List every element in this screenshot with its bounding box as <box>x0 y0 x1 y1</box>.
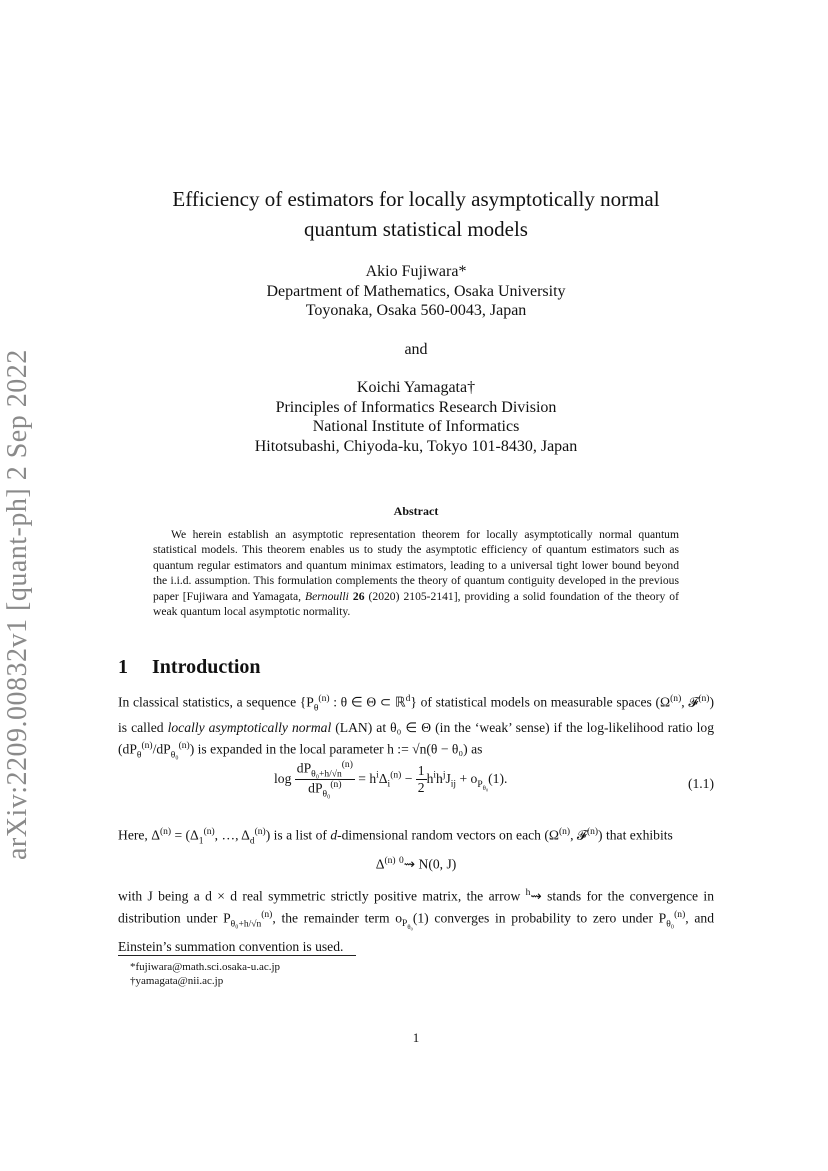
text-span: ) is expanded in the local parameter h := √n(θ − θ₀) as <box>189 741 483 757</box>
author-name: Akio Fujiwara* <box>365 263 467 280</box>
emphasis-term: locally asymptotically normal <box>167 720 332 736</box>
paragraph-1: In classical statistics, a sequence {$P_\theta^{(n)}$ : θ ∈ Θ ⊂ ℝ$^d$} of statistical models on measurable spaces ($\Omega^{(n)}$, 𝓕$^{(n)}$) is called locally asymptotically normal (LAN) at θ₀ ∈ Θ (in the ‘weak’ sense) if the log-likelihood ratio $\log (dP_\theta^{(n)}/dP_{\theta_0}^{(n)})$ is expanded in the local parameter h := √n(θ − θ₀) as <box>118 694 715 761</box>
text-span: with J being a d × d real symmetric strictly positive matrix, the arrow <box>118 888 521 904</box>
author-block-1 <box>118 262 714 321</box>
section-number: 1 <box>118 656 128 678</box>
text-span: -dimensional random vectors on each (Ω <box>337 827 559 843</box>
author-separator: and <box>404 341 428 358</box>
text-span: } of statistical models on measurable spaces (Ω <box>410 694 671 710</box>
text-span: Here, Δ <box>118 827 160 843</box>
equation-1-1 <box>118 760 714 810</box>
title-line-2: quantum statistical models <box>304 217 528 241</box>
text-span: , and Einstein’s summation convention is used. <box>118 910 714 954</box>
author-name: Koichi Yamagata† <box>356 379 476 396</box>
equation-body: log $\frac{dP_{\theta_0+h/√n}^{(n)}}{dP_{\theta_0}^{(n)}}$ = $h^i\Delta_i^{(n)}$ − $\frac{1}{2}$ $h^ih^jJ_{ij} + o_{P_{\theta_0}}(1)$. <box>274 760 508 800</box>
half-fraction: $\frac{1}{2}$ <box>417 763 425 796</box>
abstract-heading: Abstract <box>393 504 439 518</box>
author-institute: National Institute of Informatics <box>312 418 520 435</box>
text-span: ) is called <box>118 694 714 736</box>
text-span: ) that exhibits <box>598 827 673 843</box>
author-address: Toyonaka, Osaka 560-0043, Japan <box>305 302 527 319</box>
abstract-part: (2020) 2105-2141], providing a solid foundation of the theory of weak quantum local asymptotic normality. <box>153 589 679 619</box>
text-span: , the remainder term o <box>272 910 403 926</box>
text-span: (LAN) at θ₀ ∈ Θ (in the ‘weak’ sense) if the log-likelihood ratio log (dP <box>118 720 715 757</box>
footnote-email-2: †yamagata@nii.ac.jp <box>130 975 224 987</box>
text-span: ) is a list of <box>265 827 327 843</box>
journal-name: Bernoulli <box>305 589 349 603</box>
footnote-rule <box>118 955 356 956</box>
footnote-email-1: *fujiwara@math.sci.osaka-u.ac.jp <box>130 961 281 973</box>
author-affiliation: Department of Mathematics, Osaka University <box>266 282 566 300</box>
paragraph-3: with J being a d × d real symmetric strictly positive matrix, the arrow $^h$⇝ stands for the convergence in distribution under $P_{\theta_0+h/√n}^{(n)}$, the remainder term $o_{P_{\theta_0}}(1)$ converges in probability to zero under $P_{\theta_0}^{(n)}$, and Einstein’s summation convention is used. <box>118 888 714 954</box>
text-span: (1) converges in probability to zero under P <box>412 910 667 926</box>
text-span: : θ ∈ Θ ⊂ ℝ <box>333 694 406 710</box>
author-affiliation: Principles of Informatics Research Division <box>275 398 557 416</box>
arxiv-identifier-stamp: arXiv:2209.00832v1 [quant-ph] 2 Sep 2022 <box>2 349 33 860</box>
likelihood-ratio-fraction: $\frac{dP_{\theta_0+h/√n}^{(n)}}{dP_{\theta_0}^{(n)}}$ <box>296 760 353 800</box>
author-address: Hitotsubashi, Chiyoda-ku, Tokyo 101-8430, Japan <box>254 437 578 455</box>
title-line-1: Efficiency of estimators for locally asymptotically normal <box>172 187 660 211</box>
text-span: In classical statistics, a sequence {P <box>118 694 314 710</box>
section-title: Introduction <box>152 656 261 678</box>
footnotes <box>130 960 280 988</box>
page-number: 1 <box>412 1030 420 1045</box>
author-block-2 <box>118 378 714 456</box>
journal-volume: 26 <box>352 589 365 603</box>
abstract-part: We herein establish an asymptotic representation theorem for locally asymptotically normal quantum statistical models. This theorem enables us to study the asymptotic efficiency of quantum estimators such as quantum regular estimators and quantum minimax estimators, leading to a universal tight lower bound beyond the i.i.d. assumption. This formulation complements the theory of quantum contiguity developed in the previous paper [Fujiwara and Yamagata, <box>153 528 679 603</box>
paper-title <box>118 184 714 244</box>
equation-number: (1.1) <box>687 776 714 791</box>
equation-convergence: $\Delta^{(n)}$ $^0$⇝ N(0, J) <box>375 856 457 872</box>
paragraph-2: Here, $\Delta^{(n)} = (\Delta_1^{(n)}$, …, $\Delta_d^{(n)}$) is a list of d-dimensional random vectors on each ($\Omega^{(n)}$, 𝓕$^{(n)}$) that exhibits <box>118 827 673 847</box>
abstract-text <box>153 527 679 619</box>
section-heading <box>118 656 261 679</box>
text-span: stands for the convergence in distribution under P <box>118 888 714 926</box>
